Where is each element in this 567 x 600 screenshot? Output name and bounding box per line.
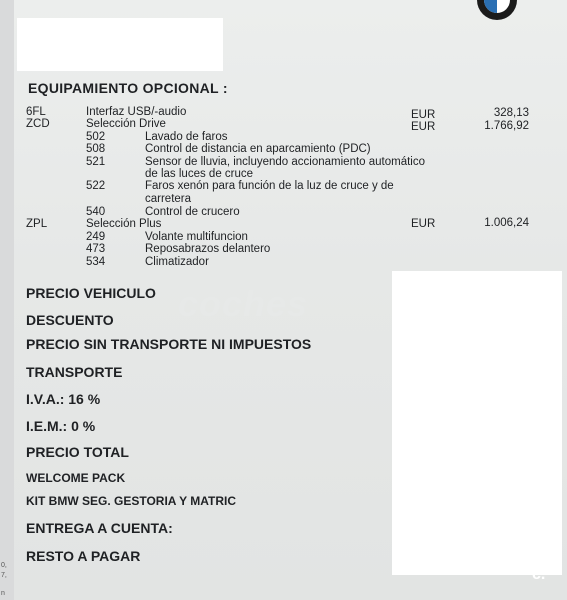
redacted-amounts-box [392, 271, 562, 575]
label-resto-a-pagar: RESTO A PAGAR [26, 548, 141, 564]
sub-option-description: Volante multifuncion [145, 231, 248, 243]
sub-option-description: Control de crucero [145, 206, 240, 218]
edge-fragment: 7, [1, 572, 7, 579]
option-currency: EUR [411, 109, 436, 121]
sub-option-code: 502 [86, 131, 106, 143]
sub-option-description-cont: carretera [145, 193, 192, 205]
section-heading: EQUIPAMIENTO OPCIONAL : [28, 80, 228, 96]
sub-option-code: 540 [86, 206, 106, 218]
sub-option-code: 522 [86, 180, 106, 192]
edge-fragment: n [1, 590, 5, 597]
option-currency: EUR [411, 121, 436, 133]
option-price: 1.766,92 [484, 120, 529, 132]
sub-option-description-cont: de las luces de cruce [145, 168, 254, 180]
sub-option-description: Lavado de faros [145, 131, 228, 143]
option-price: 1.006,24 [484, 217, 529, 229]
label-precio-sin-transporte: PRECIO SIN TRANSPORTE NI IMPUESTOS [26, 336, 312, 352]
sub-option-code: 473 [86, 243, 106, 255]
option-currency: EUR [411, 218, 436, 230]
option-description: Selección Plus [86, 218, 162, 230]
sub-option-description: Climatizador [145, 256, 209, 268]
edge-fragment: 0, [1, 562, 7, 569]
redacted-header-box [17, 18, 223, 71]
sub-option-code: 249 [86, 231, 106, 243]
sub-option-description: Reposabrazos delantero [145, 243, 271, 255]
watermark: coches [178, 283, 309, 324]
option-code: ZPL [26, 218, 48, 230]
corner-mark: c. [532, 566, 546, 583]
sub-option-description: Faros xenón para función de la luz de cruce y de [145, 180, 394, 192]
label-precio-total: PRECIO TOTAL [26, 444, 129, 460]
option-price: 328,13 [493, 107, 529, 119]
option-description: Selección Drive [86, 118, 166, 130]
label-transporte: TRANSPORTE [26, 364, 123, 380]
label-kit-bmw: KIT BMW SEG. GESTORIA Y MATRIC [26, 494, 237, 508]
option-code: 6FL [26, 106, 46, 118]
option-code: ZCD [26, 118, 50, 130]
sub-option-description: Control de distancia en aparcamiento (PDC) [145, 143, 371, 155]
label-welcome-pack: WELCOME PACK [26, 471, 126, 485]
sub-option-code: 534 [86, 256, 106, 268]
label-descuento: DESCUENTO [26, 312, 114, 328]
option-description: Interfaz USB/-audio [86, 106, 187, 118]
bmw-logo-icon [474, 0, 520, 20]
sub-option-code: 521 [86, 156, 106, 168]
label-iva: I.V.A.: 16 % [26, 391, 101, 407]
label-iem: I.E.M.: 0 % [26, 418, 96, 434]
sub-option-code: 508 [86, 143, 106, 155]
label-precio-vehiculo: PRECIO VEHICULO [26, 285, 156, 301]
sub-option-description: Sensor de lluvia, incluyendo accionamiento automático [145, 156, 425, 168]
label-entrega-a-cuenta: ENTREGA A CUENTA: [26, 520, 173, 536]
